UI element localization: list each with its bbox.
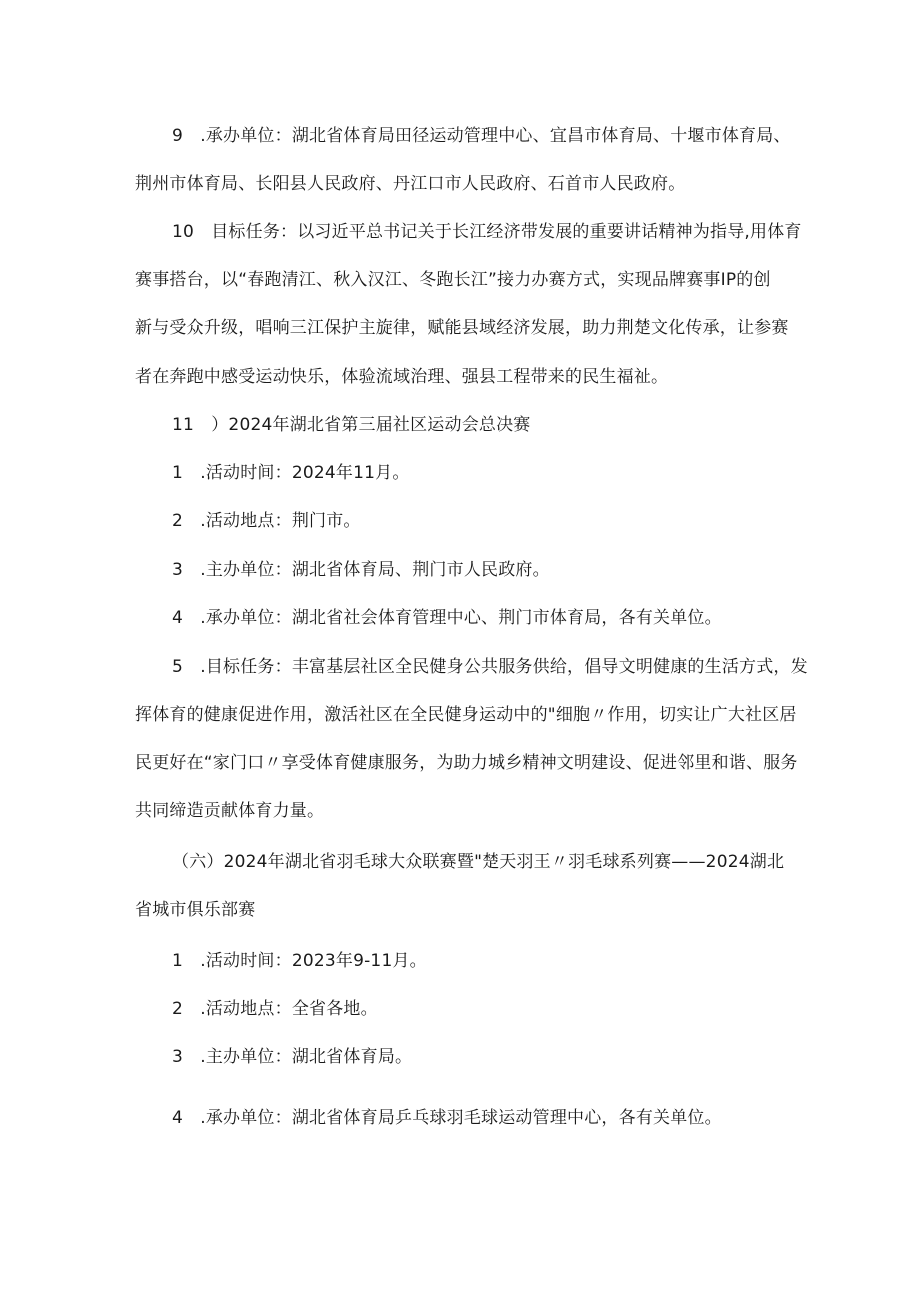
text-line-12: 5 .目标任务：丰富基层社区全民健身公共服务供给，倡导文明健康的生活方式，发 [172,657,808,677]
text-line-9: 2 .活动地点：荆门市。 [172,511,361,531]
text-line-14: 民更好在“家门口〃享受体育健康服务，为助力城乡精神文明建设、促进邻里和谐、服务 [135,753,798,773]
text-line-6: 者在奔跑中感受运动快乐，体验流域治理、强县工程带来的民生福祉。 [135,367,669,387]
text-line-18: 1 .活动时间：2023年9-11月。 [172,951,427,971]
text-line-4: 赛事搭台，以“春跑清江、秋入汉江、冬跑长江”接力办赛方式，实现品牌赛事IP的创 [135,270,771,290]
text-line-2: 荆州市体育局、长阳县人民政府、丹江口市人民政府、石首市人民政府。 [135,174,686,194]
text-line-3: 10 目标任务：以习近平总书记关于长江经济带发展的重要讲话精神为指导,用体育 [172,222,802,242]
text-line-20: 3 .主办单位：湖北省体育局。 [172,1047,413,1067]
text-line-15: 共同缔造贡献体育力量。 [135,801,325,821]
text-line-5: 新与受众升级，唱响三江保护主旋律，赋能县域经济发展，助力荆楚文化传承，让参赛 [135,318,789,338]
text-line-13: 挥体育的健康促进作用，激活社区在全民健身运动中的"细胞〃作用，切实让广大社区居 [135,705,797,725]
text-line-16: （六）2024年湖北省羽毛球大众联赛暨"楚天羽王〃羽毛球系列赛——2024湖北 [172,852,785,872]
text-line-10: 3 .主办单位：湖北省体育局、荆门市人民政府。 [172,560,550,580]
text-line-21: 4 .承办单位：湖北省体育局乒乓球羽毛球运动管理中心，各有关单位。 [172,1108,722,1128]
text-line-19: 2 .活动地点：全省各地。 [172,999,378,1019]
text-line-1: 9 .承办单位：湖北省体育局田径运动管理中心、宜昌市体育局、十堰市体育局、 [172,126,791,146]
text-line-7: 11 ）2024年湖北省第三届社区运动会总决赛 [172,415,531,435]
text-line-11: 4 .承办单位：湖北省社会体育管理中心、荆门市体育局，各有关单位。 [172,608,722,628]
text-line-8: 1 .活动时间：2024年11月。 [172,463,410,483]
text-line-17: 省城市俱乐部赛 [135,900,256,920]
